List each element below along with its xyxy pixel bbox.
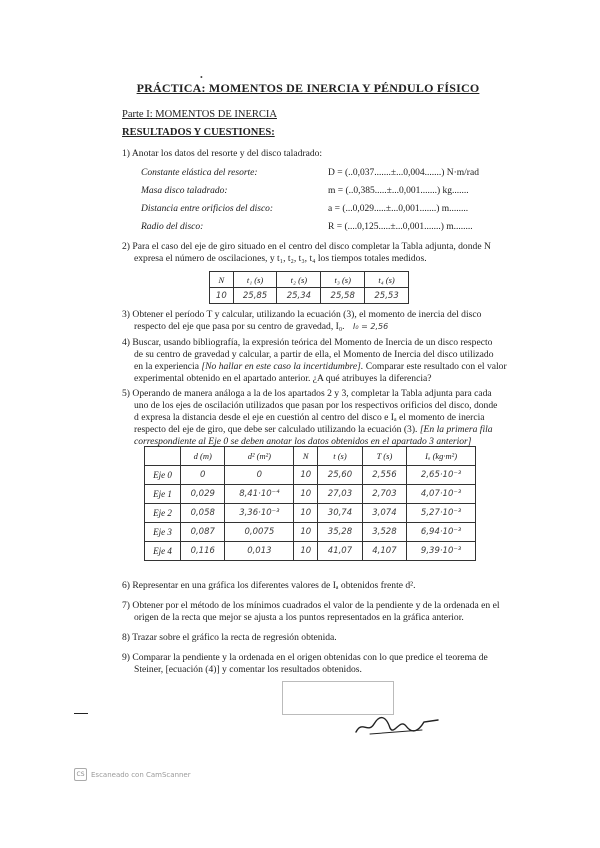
data-row-disc-radius <box>141 222 471 236</box>
table-cell: 0,087 <box>181 523 225 542</box>
table-row <box>145 542 476 561</box>
scanner-watermark-text: Escaneado con CamScanner <box>91 770 191 779</box>
scan-speck: • <box>200 73 203 82</box>
oscillation-times-table <box>209 271 409 304</box>
table-cell: 10 <box>294 485 318 504</box>
data-label: Masa disco taladrado: <box>141 186 228 196</box>
table-cell: 3,074 <box>362 504 406 523</box>
table-header-row <box>145 447 476 466</box>
question-5-line-1: 5) Operando de manera análoga a la de los apartados 2 y 3, completar la Tabla adjunta para cada <box>122 388 492 399</box>
table-row <box>145 504 476 523</box>
question-4-note: [No hallar en este caso la incertidumbre]. <box>201 361 364 372</box>
question-2-line-1: 2) Para el caso del eje de giro situado en el centro del disco completar la Tabla adjunta, donde N <box>122 241 491 252</box>
table-cell: 10 <box>294 504 318 523</box>
question-3-line-1: 3) Obtener el período T y calcular, utilizando la ecuación (3), el momento de inercia del disco <box>122 309 482 320</box>
data-value: a = (...0,029.....±...0,001.......) m........ <box>328 204 469 214</box>
data-label: Constante elástica del resorte: <box>141 168 258 178</box>
table-cell: 25,85 <box>233 288 277 304</box>
table-header-cell: t₂ (s) <box>277 272 321 288</box>
table-cell: 25,58 <box>321 288 365 304</box>
document-title: PRÁCTICA: MOMENTOS DE INERCIA Y PÉNDULO FÍSICO <box>136 81 480 95</box>
question-8-text: 8) Trazar sobre el gráfico la recta de regresión obtenida. <box>122 632 337 643</box>
table-header-cell: d (m) <box>181 447 225 466</box>
table-cell: 25,60 <box>318 466 362 485</box>
question-5-note-a: [En la primera fila <box>419 424 493 435</box>
question-5-line-5: correspondiente al Eje 0 se deben anotar los datos obtenidos en el apartado 3 anterior] <box>134 436 472 447</box>
table-cell: 8,41·10⁻⁴ <box>225 485 294 504</box>
table-cell: 27,03 <box>318 485 362 504</box>
table-cell: 10 <box>294 466 318 485</box>
table-cell: 10 <box>294 523 318 542</box>
question-4-line-3 <box>122 361 507 373</box>
table-cell: 25,53 <box>365 288 409 304</box>
signature-scribble <box>352 710 442 738</box>
question-9 <box>122 652 488 676</box>
question-7-line-2: origen de la recta que mejor se ajusta a los puntos representados en la gráfica anterior. <box>134 612 464 623</box>
question-8 <box>122 632 337 644</box>
table-cell: 0,058 <box>181 504 225 523</box>
table-cell: 10 <box>294 542 318 561</box>
question-4-line-2: de su centro de gravedad y calcular, a partir de ella, el Momento de Inercia del disco utilizado <box>134 349 494 360</box>
table-cell: 0 <box>225 466 294 485</box>
table-cell: 0,116 <box>181 542 225 561</box>
table-row <box>145 485 476 504</box>
handwritten-answer: I₀ = 2,56 <box>353 322 389 331</box>
question-3 <box>122 309 481 333</box>
results-heading: RESULTADOS Y CUESTIONES: <box>122 127 275 138</box>
question-5-line-2: uno de los ejes de oscilación utilizados que pasan por los respectivos orificios del disco, donde <box>134 400 498 411</box>
question-4 <box>122 337 507 385</box>
question-9-line-2: Steiner, [ecuación (4)] y comentar los resultados obtenidos. <box>134 664 362 675</box>
table-header-cell: N <box>210 272 234 288</box>
row-header-eje-1: Eje 1 <box>145 485 181 504</box>
table-cell: 0,013 <box>225 542 294 561</box>
question-2 <box>122 241 491 265</box>
table-header-row <box>210 272 409 288</box>
table-header-cell: t (s) <box>318 447 362 466</box>
table-header-cell: t₁ (s) <box>233 272 277 288</box>
table-cell: 41,07 <box>318 542 362 561</box>
row-header-eje-4: Eje 4 <box>145 542 181 561</box>
question-9-line-1: 9) Comparar la pendiente y la ordenada en el origen obtenidas con lo que predice el teorema de <box>122 652 488 663</box>
camscanner-icon: CS <box>74 768 87 781</box>
table-cell: 30,74 <box>318 504 362 523</box>
table-cell: 35,28 <box>318 523 362 542</box>
table-header-cell: t₃ (s) <box>321 272 365 288</box>
question-1 <box>122 148 322 160</box>
data-label: Distancia entre orificios del disco: <box>141 204 274 214</box>
question-3-line-2 <box>122 321 481 333</box>
question-3-line-2-text: respecto del eje que pasa por su centro de gravedad, I₀. <box>134 321 345 332</box>
margin-dash <box>74 713 88 714</box>
question-4-line-4: experimental obtenido en el apartado anterior. ¿A qué atribuyes la diferencia? <box>134 373 432 384</box>
table-header-cell: T (s) <box>362 447 406 466</box>
data-row-spring-constant <box>141 168 479 182</box>
question-4-line-3-a: en la experiencia <box>134 361 199 372</box>
table-cell: 2,65·10⁻³ <box>407 466 476 485</box>
question-7 <box>122 600 500 624</box>
data-value: D = (..0,037.......±...0,004.......) N·m/rad <box>328 168 479 178</box>
part-title: Parte I: MOMENTOS DE INERCIA <box>122 109 277 120</box>
table-cell: 5,27·10⁻³ <box>407 504 476 523</box>
question-5 <box>122 388 497 448</box>
question-1-text: 1) Anotar los datos del resorte y del disco taladrado: <box>122 148 323 159</box>
question-2-line-2: expresa el número de oscilaciones, y t₁, t₂, t₃, t₄ los tiempos totales medidos. <box>134 253 427 264</box>
data-row-hole-distance <box>141 204 471 218</box>
table-cell: 3,36·10⁻³ <box>225 504 294 523</box>
table-header-cell: N <box>294 447 318 466</box>
question-4-line-3-c: Comparar este resultado con el valor <box>365 361 507 372</box>
table-cell: 2,703 <box>362 485 406 504</box>
table-row <box>210 288 409 304</box>
row-header-eje-2: Eje 2 <box>145 504 181 523</box>
question-6-text: 6) Representar en una gráfica los diferentes valores de Iₐ obtenidos frente d². <box>122 580 416 591</box>
row-header-eje-3: Eje 3 <box>145 523 181 542</box>
table-cell: 0,0075 <box>225 523 294 542</box>
table-cell: 9,39·10⁻³ <box>407 542 476 561</box>
scanner-watermark <box>74 768 191 781</box>
table-header-cell <box>145 447 181 466</box>
data-row-disc-mass <box>141 186 471 200</box>
table-cell: 3,528 <box>362 523 406 542</box>
table-cell: 0 <box>181 466 225 485</box>
table-cell: 6,94·10⁻³ <box>407 523 476 542</box>
table-cell: 2,556 <box>362 466 406 485</box>
data-value: R = (....0,125.....±...0,001.......) m........ <box>328 222 473 232</box>
question-4-line-1: 4) Buscar, usando bibliografía, la expresión teórica del Momento de Inercia de un disco respecto <box>122 337 493 348</box>
table-header-cell: Iₐ (kg·m²) <box>407 447 476 466</box>
axes-results-table <box>144 446 476 561</box>
question-5-line-4 <box>122 424 497 436</box>
data-label: Radio del disco: <box>141 222 204 232</box>
data-value: m = (..0,385.....±...0,001.......) kg....... <box>328 186 469 196</box>
table-cell: 4,07·10⁻³ <box>407 485 476 504</box>
table-cell: 0,029 <box>181 485 225 504</box>
table-cell: 10 <box>210 288 234 304</box>
question-5-line-4-a: respecto del eje de giro, que debe ser calculado utilizando la ecuación (3). <box>134 424 418 435</box>
table-row <box>145 523 476 542</box>
table-cell: 25,34 <box>277 288 321 304</box>
table-row <box>145 466 476 485</box>
question-6 <box>122 580 415 592</box>
table-header-cell: t₄ (s) <box>365 272 409 288</box>
table-header-cell: d² (m²) <box>225 447 294 466</box>
row-header-eje-0: Eje 0 <box>145 466 181 485</box>
table-cell: 4,107 <box>362 542 406 561</box>
question-5-line-3: d expresa la distancia desde el eje en cuestión al centro del disco e Iₐ el momento de inercia <box>134 412 485 423</box>
question-7-line-1: 7) Obtener por el método de los mínimos cuadrados el valor de la pendiente y de la ordenada en el <box>122 600 500 611</box>
